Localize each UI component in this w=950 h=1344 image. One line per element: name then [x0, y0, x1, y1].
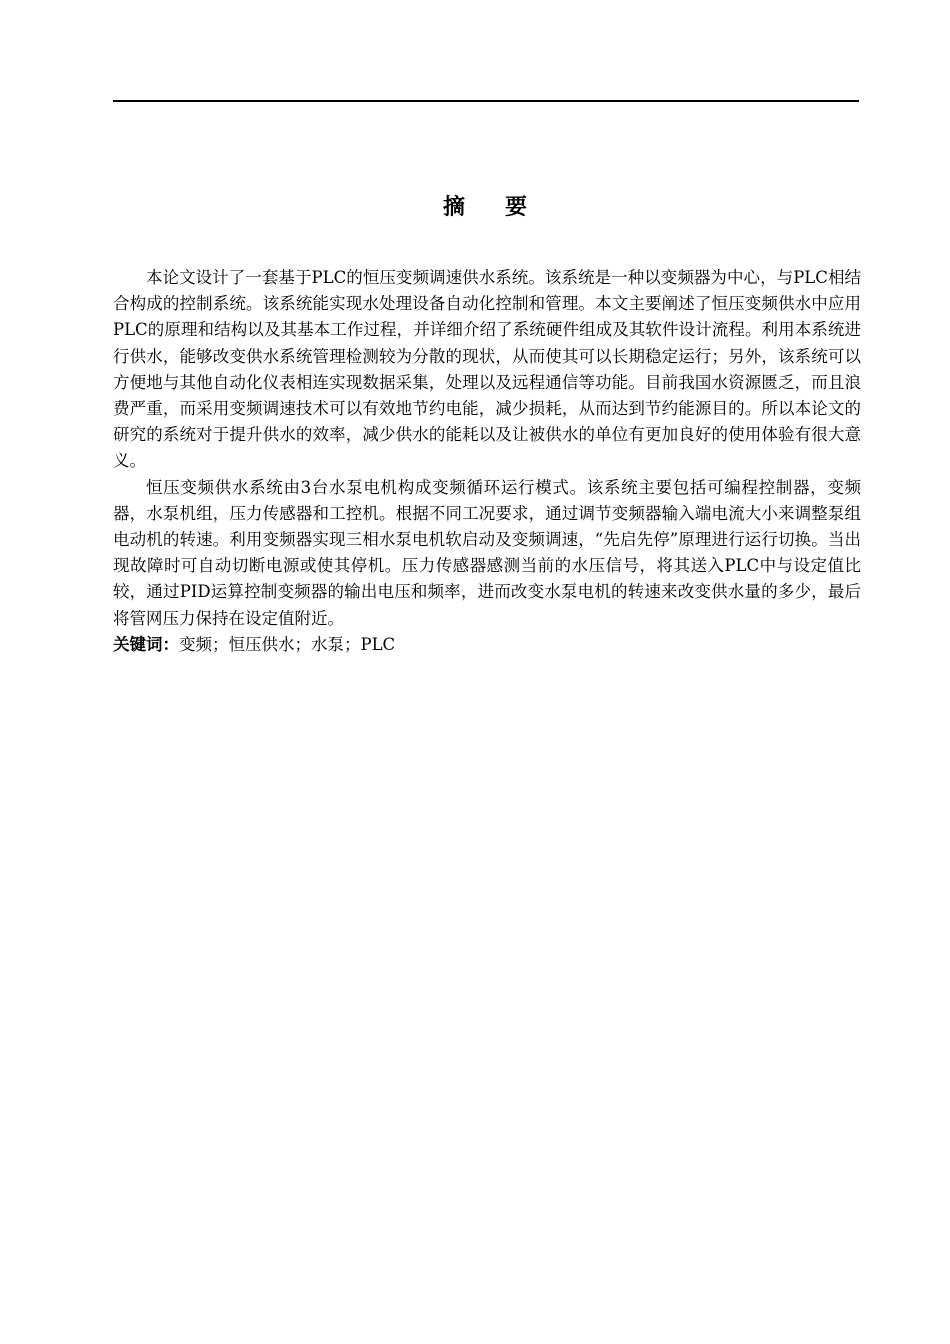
keywords-line [113, 632, 861, 658]
abstract-title [113, 192, 859, 224]
keywords-value: 变频；恒压供水；水泵；PLC [179, 634, 396, 654]
abstract-title-char-2: 要 [505, 195, 530, 220]
header-rule [113, 100, 859, 102]
abstract-paragraph-1: 本论文设计了一套基于PLC的恒压变频调速供水系统。该系统是一种以变频器为中心，与PLC相结合构成的控制系统。该系统能实现水处理设备自动化控制和管理。本文主要阐述了恒压变频供水中应用PLC的原理和结构以及其基本工作过程，并详细介绍了系统硬件组成及其软件设计流程。利用本系统进行供水，能够改变供水系统管理检测较为分散的现状，从而使其可以长期稳定运行；另外，该系统可以方便地与其他自动化仪表相连实现数据采集，处理以及远程通信等功能。目前我国水资源匮乏，而且浪费严重，而采用变频调速技术可以有效地节约电能，减少损耗，从而达到节约能源目的。所以本论文的研究的系统对于提升供水的效率，减少供水的能耗以及让被供水的单位有更加良好的使用体验有很大意义。 [113, 268, 861, 471]
abstract-body [113, 265, 861, 658]
abstract-title-char-1: 摘 [442, 195, 467, 220]
abstract-paragraph-2: 恒压变频供水系统由3台水泵电机构成变频循环运行模式。该系统主要包括可编程控制器，变频器，水泵机组，压力传感器和工控机。根据不同工况要求，通过调节变频器输入端电流大小来调整泵组电动机的转速。利用变频器实现三相水泵电机软启动及变频调速，“先启先停”原理进行运行切换。当出现故障时可自动切断电源或使其停机。压力传感器感测当前的水压信号，将其送入PLC中与设定值比较，通过PID运算控制变频器的输出电压和频率，进而改变水泵电机的转速来改变供水量的多少，最后将管网压力保持在设定值附近。 [113, 477, 861, 628]
keywords-label: 关键词： [113, 634, 179, 654]
